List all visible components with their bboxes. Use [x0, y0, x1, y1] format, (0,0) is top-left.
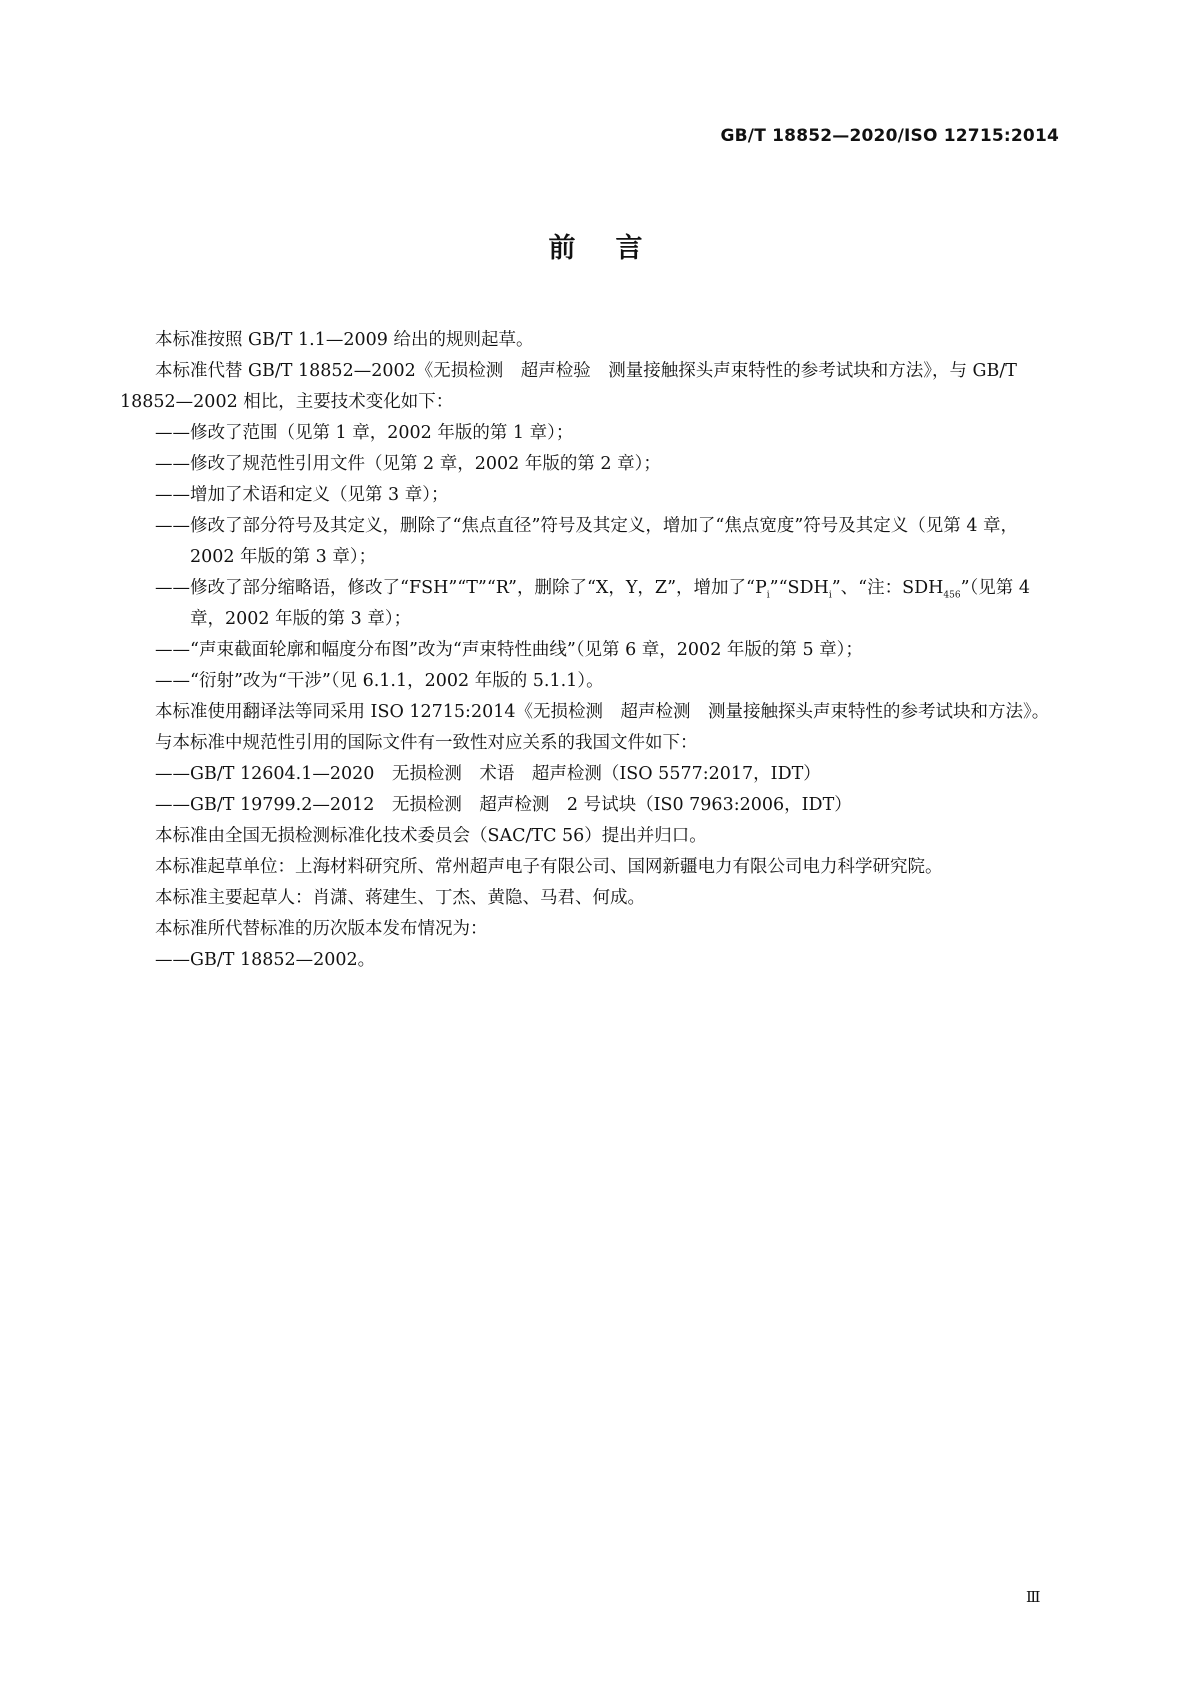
paragraph-correspondence: 与本标准中规范性引用的国际文件有一致性对应关系的我国文件如下： [155, 733, 698, 753]
change-abbrev-sub-2: i [828, 590, 832, 601]
paragraph-drafting-units: 本标准起草单位：上海材料研究所、常州超声电子有限公司、国网新疆电力有限公司电力科学研究院。 [155, 857, 943, 877]
change-abbrev-sub-3: 456 [943, 590, 961, 601]
reference-item-19799: ——GB/T 19799.2—2012 无损检测 超声检测 2 号试块（IS0 7963:2006，IDT） [155, 795, 852, 815]
change-abbrev-text-1: ——修改了部分缩略语，修改了“FSH”“T”“R”，删除了“X，Y，Z”，增加了“P [155, 578, 767, 598]
change-item-symbols: ——修改了部分符号及其定义，删除了“焦点直径”符号及其定义，增加了“焦点宽度”符号及其定义（见第 4 章，2002 年版的第 3 章）； [155, 516, 1019, 567]
change-item-normative-refs: ——修改了规范性引用文件（见第 2 章，2002 年版的第 2 章）； [155, 454, 661, 474]
foreword-body [120, 325, 1060, 976]
page-title: 前言 [548, 233, 683, 264]
paragraph-history-intro: 本标准所代替标准的历次版本发布情况为： [155, 919, 488, 939]
paragraph-proposed-by: 本标准由全国无损检测标准化技术委员会（SAC/TC 56）提出并归口。 [155, 826, 707, 846]
history-item: ——GB/T 18852—2002。 [155, 950, 376, 970]
paragraph-drafters: 本标准主要起草人：肖潇、蒋建生、丁杰、黄隐、马君、何成。 [155, 888, 645, 908]
change-item-terms: ——增加了术语和定义（见第 3 章）； [155, 485, 449, 505]
change-item-scope: ——修改了范围（见第 1 章，2002 年版的第 1 章）； [155, 423, 574, 443]
change-item-beam-profile: ——“声束截面轮廓和幅度分布图”改为“声束特性曲线”（见第 6 章，2002 年版的第 5 章）； [155, 640, 863, 660]
change-abbrev-text-3: ”、“注：SDH [831, 578, 944, 598]
page-number: Ⅲ [1026, 1588, 1041, 1606]
change-abbrev-text-2: ”“SDH [769, 578, 829, 598]
change-item-abbreviations [155, 573, 1060, 635]
paragraph-drafting-rules: 本标准按照 GB/T 1.1—2009 给出的规则起草。 [155, 330, 534, 350]
change-item-diffraction: ——“衍射”改为“干涉”（见 6.1.1，2002 年版的 5.1.1）。 [155, 671, 604, 691]
paragraph-replaces: 本标准代替 GB/T 18852—2002《无损检测 超声检验 测量接触探头声束特性的参考试块和方法》，与 GB/T 18852—2002 相比，主要技术变化如下： [120, 361, 1017, 412]
standard-code: GB/T 18852—2020/ISO 12715:2014 [720, 126, 1059, 146]
paragraph-translation-method: 本标准使用翻译法等同采用 ISO 12715:2014《无损检测 超声检测 测量接触探头声束特性的参考试块和方法》。 [155, 702, 1050, 722]
change-abbrev-sub-1: i [766, 590, 770, 601]
change-abbrev-text-4: ”（见第 4 章，2002 年版的第 3 章）； [190, 578, 1030, 629]
reference-item-12604: ——GB/T 12604.1—2020 无损检测 术语 超声检测（ISO 5577:2017，IDT） [155, 764, 821, 784]
